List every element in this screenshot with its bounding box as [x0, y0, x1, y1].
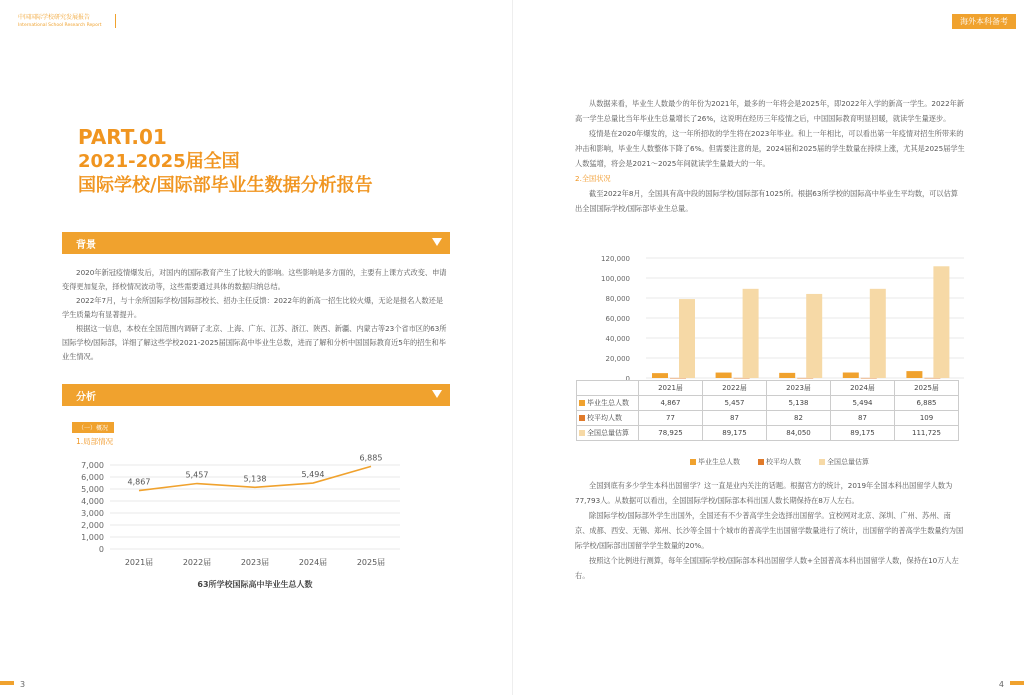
background-text — [62, 266, 450, 364]
legend-swatch — [579, 430, 585, 436]
table-cell: 89,175 — [831, 426, 895, 441]
bar-national-estimate — [679, 299, 695, 378]
section-analysis-heading: 分析 — [76, 392, 96, 403]
y-tick-label: 60,000 — [605, 315, 630, 323]
logo-line1: 中国国际学校研究发展报告 — [18, 14, 91, 21]
data-label: 5,138 — [243, 474, 267, 484]
x-tick-label: 2023届 — [240, 558, 270, 567]
table-cell: 78,925 — [639, 426, 703, 441]
table-cell: 87 — [831, 411, 895, 426]
y-tick-label: 4,000 — [81, 497, 104, 506]
legend-label: 全国总量估算 — [827, 458, 869, 466]
legend-swatch — [690, 459, 696, 465]
y-tick-label: 7,000 — [81, 461, 104, 470]
triangle-down-icon — [432, 238, 442, 246]
paragraph: 全国到底有多少学生本科出国留学？这一直是业内关注的话题。根据官方的统计，2019年全国本科出国留学人数为77,793人。从数据可以看出，全国国际学校/国际部本科出国人数长期保持在8万人左右。 — [575, 481, 953, 505]
legend-swatch — [579, 400, 585, 406]
x-tick-label: 2024届 — [298, 558, 328, 567]
table-cell: 6,885 — [895, 396, 959, 411]
table-column-header: 2021届 — [639, 381, 703, 396]
table-cell: 111,725 — [895, 426, 959, 441]
table-row — [577, 396, 959, 411]
page-number: 3 — [20, 680, 26, 689]
bar-graduates — [779, 373, 795, 378]
x-tick-label: 2021届 — [124, 558, 154, 567]
data-label: 5,457 — [185, 470, 209, 480]
table-column-header: 2025届 — [895, 381, 959, 396]
table-cell: 89,175 — [703, 426, 767, 441]
bar-national-estimate — [933, 266, 949, 378]
bar-graduates — [716, 373, 732, 378]
y-tick-label: 120,000 — [601, 255, 630, 263]
table-cell: 82 — [767, 411, 831, 426]
y-tick-label: 100,000 — [601, 275, 630, 283]
data-table — [576, 380, 959, 441]
title-line1: 2021-2025届全国 — [78, 151, 240, 172]
legend-label: 毕业生总人数 — [698, 458, 740, 466]
overview-tag: （一）概况 — [72, 422, 114, 433]
bar-legend — [690, 457, 869, 467]
paragraph: 根据这一信息，本校在全国范围内调研了北京、上海、广东、江苏、浙江、陕西、新疆、内蒙古等23个省市区的63所国际学校/国际部，详细了解这些学校2021-2025届国际高中毕业生总数，进而了解和分析中国国际教育近5年的招生和毕业生情况。 — [62, 324, 447, 361]
page-number: 4 — [998, 680, 1004, 689]
paragraph: 从数据来看，毕业生人数最少的年份为2021年，最多的一年将会是2025年，即2022年入学的新高一学生。2022年新高一学生总量比当年毕业生总量增长了26%，这说明在经历三年疫情之后，中国国际教育明显回暖，就读学生量逐步。 — [575, 99, 965, 123]
line-chart — [60, 448, 410, 593]
y-tick-label: 40,000 — [605, 335, 630, 343]
paragraph: 2022年7月，与十余所国际学校/国际部校长、招办主任反馈：2022年的新高一招生比较火爆，无论是报名人数还是学生质量均有显著提升。 — [62, 296, 444, 319]
table-cell: 5,138 — [767, 396, 831, 411]
bar-graduates — [906, 371, 922, 378]
table-row-label — [577, 396, 639, 411]
section-background-heading: 背景 — [76, 240, 96, 251]
y-tick-label: 0 — [625, 375, 630, 382]
table-cell: 109 — [895, 411, 959, 426]
page-number-bar — [0, 681, 14, 685]
series-name: 毕业生总人数 — [587, 399, 629, 407]
bar-national-estimate — [806, 294, 822, 378]
bar-graduates — [652, 373, 668, 378]
national-situation-heading: 2.全国状况 — [575, 174, 611, 183]
y-tick-label: 80,000 — [605, 295, 630, 303]
table-row — [577, 411, 959, 426]
paragraph: 除国际学校/国际部外学生出国外，全国还有不少普高学生会选择出国留学。宜校网对北京、深圳、广州、苏州、南京、成都、西安、无锡、郑州、长沙等全国十个城市的普高学生出国留学数量进行了统计，出国留学的普高学生数量约为国际学校/国际部出国留学学生数量的20%。 — [575, 511, 964, 550]
bar-chart — [576, 252, 966, 382]
series-name: 校平均人数 — [587, 414, 622, 422]
legend-swatch — [579, 415, 585, 421]
bar-graduates — [843, 373, 859, 378]
table-column-header: 2024届 — [831, 381, 895, 396]
table-header-row — [577, 381, 959, 396]
data-label: 4,867 — [127, 477, 151, 487]
bar-national-estimate — [743, 289, 759, 378]
triangle-down-icon — [432, 390, 442, 398]
table-cell: 5,494 — [831, 396, 895, 411]
legend-swatch — [819, 459, 825, 465]
right-text-bottom — [575, 478, 965, 583]
right-text-top — [575, 96, 965, 216]
header-divider — [115, 14, 116, 28]
y-tick-label: 6,000 — [81, 473, 104, 482]
data-label: 6,885 — [359, 453, 383, 463]
table-cell: 5,457 — [703, 396, 767, 411]
header-logo — [18, 14, 102, 30]
y-tick-label: 5,000 — [81, 485, 104, 494]
legend-item — [690, 457, 740, 467]
table-cell: 87 — [703, 411, 767, 426]
chart-caption: 63所学校国际高中毕业生总人数 — [197, 580, 313, 589]
data-label: 5,494 — [301, 470, 325, 480]
table-cell: 4,867 — [639, 396, 703, 411]
paragraph: 2020年新冠疫情爆发后，对国内的国际教育产生了比较大的影响。这些影响是多方面的，主要有上课方式改变、申请变得更加复杂，择校情况波动等，这些需要通过具体的数据归纳总结。 — [62, 268, 447, 291]
x-tick-label: 2025届 — [356, 558, 386, 567]
table-row-label — [577, 426, 639, 441]
section-analysis-bar — [62, 384, 450, 406]
y-tick-label: 1,000 — [81, 533, 104, 542]
page-number-bar — [1010, 681, 1024, 685]
header-tag: 海外本科备考 — [952, 14, 1016, 29]
table-cell: 84,050 — [767, 426, 831, 441]
paragraph: 截至2022年8月，全国具有高中段的国际学校/国际部有1025所。根据63所学校的国际高中毕业生平均数，可以估算出全国国际学校/国际部毕业生总量。 — [575, 189, 958, 213]
local-situation-title: 1.局部情况 — [76, 437, 114, 446]
x-tick-label: 2022届 — [182, 558, 212, 567]
table-corner — [577, 381, 639, 396]
y-tick-label: 3,000 — [81, 509, 104, 518]
y-tick-label: 2,000 — [81, 521, 104, 530]
legend-item — [819, 457, 869, 467]
series-name: 全国总量估算 — [587, 429, 629, 437]
legend-label: 校平均人数 — [766, 458, 801, 466]
y-tick-label: 0 — [98, 545, 104, 554]
logo-line2: International School Research Report — [18, 23, 102, 28]
paragraph: 按照这个比例进行测算，每年全国国际学校/国际部本科出国留学人数+全国普高本科出国留学人数，保持在10万人左右。 — [575, 556, 959, 580]
table-row-label — [577, 411, 639, 426]
paragraph: 疫情是在2020年爆发的，这一年所招收的学生将在2023年毕业。和上一年相比，可以看出第一年疫情对招生所带来的冲击和影响，毕业生人数整体下降了6%。但需要注意的是，2024届和2025届的学生数量在持续上涨，尤其是2025届学生人数猛增，将会是2021～2025年间就读学生量最大的一年。 — [575, 129, 965, 168]
part-label: PART.01 — [78, 125, 167, 149]
legend-swatch — [758, 459, 764, 465]
table-column-header: 2023届 — [767, 381, 831, 396]
table-column-header: 2022届 — [703, 381, 767, 396]
table-row — [577, 426, 959, 441]
report-title — [78, 124, 373, 198]
y-tick-label: 20,000 — [605, 355, 630, 363]
table-cell: 77 — [639, 411, 703, 426]
legend-item — [758, 457, 801, 467]
section-background-bar — [62, 232, 450, 254]
bar-national-estimate — [870, 289, 886, 378]
title-line2: 国际学校/国际部毕业生数据分析报告 — [78, 175, 373, 196]
